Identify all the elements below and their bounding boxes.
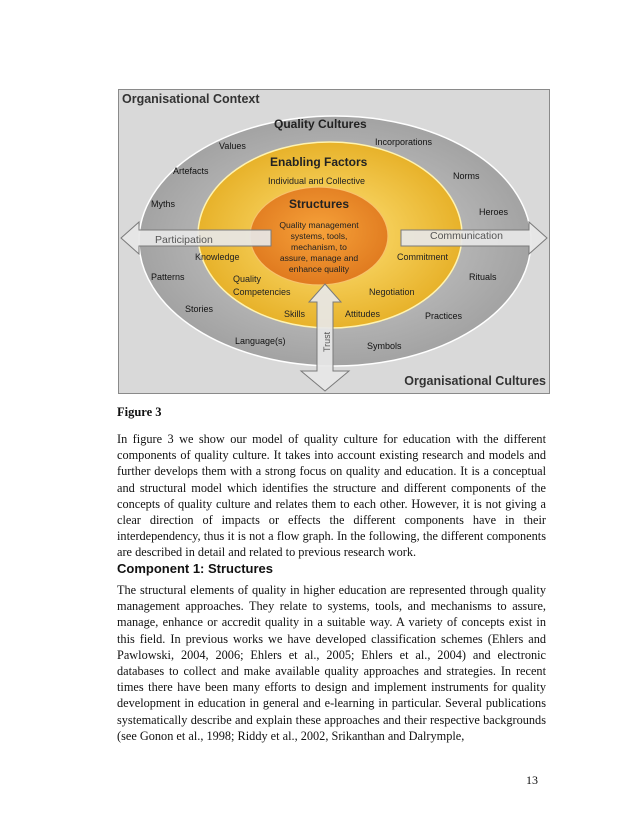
outer-item-rituals: Rituals [469, 272, 497, 282]
outer-item-symbols: Symbols [367, 341, 402, 351]
text-line: management approaches. They relate to systems, tools, and mechanisms to assure, [117, 599, 546, 614]
text-line: systematically describe and explain these approaches and their respective [117, 712, 480, 727]
trust-label: Trust [322, 331, 332, 352]
outer-item-heroes: Heroes [479, 207, 509, 217]
organisational-cultures-title: Organisational Cultures [404, 374, 546, 388]
quality-culture-figure [118, 89, 550, 394]
text-line: and structural model which identifies the structure and different components of the [117, 480, 546, 495]
middle-item-attitudes: Attitudes [345, 309, 381, 319]
outer-item-practices: Practices [425, 311, 463, 321]
organisational-context-title: Organisational Context [122, 92, 260, 106]
text-line: development in education in general and e-learning in particular. Several publications [117, 696, 546, 711]
structures-title: Structures [288, 197, 350, 211]
enabling-factors-subtitle: Individual and Collective [268, 176, 366, 186]
outer-item-myths: Myths [151, 199, 176, 209]
figure-caption: Figure 3 [117, 405, 162, 419]
text-line: interdependency, thus it is not a flow graph. In the following, the different [117, 529, 484, 544]
text-line: further develops them with a strong focus on quality and education. It is a conceptual [117, 464, 546, 479]
text-line: components are described in detail and related to previous research work. [117, 529, 546, 560]
text-line: The structural elements of quality in higher education are represented through quality [117, 583, 546, 597]
core-line-2: systems, tools, [290, 231, 348, 241]
participation-label: Participation [155, 234, 213, 246]
intro-paragraph [117, 431, 546, 561]
outer-item-incorporations: Incorporations [375, 137, 433, 147]
middle-item-commitment: Commitment [397, 252, 449, 262]
enabling-factors-title: Enabling Factors [270, 155, 368, 169]
text-line: concepts of quality culture and relates them to each other. However, it is not giving a [117, 496, 546, 511]
text-line: backgrounds (see Gonon et al., 1998; Riddy et al., 2002, Srikanthan and Dalrymple, [117, 712, 546, 743]
text-line: manage, enhance or accredit quality in a suitable way. A variety of concepts exist in [117, 615, 546, 630]
core-line-1: Quality management [279, 220, 359, 230]
structures-paragraph [117, 582, 546, 744]
communication-label: Communication [430, 230, 503, 242]
text-line: this field. In previous works we have developed classification schemes (Ehlers and [117, 631, 546, 646]
text-line: times there have been many efforts to design and implement instruments for quality [117, 680, 546, 695]
middle-item-knowledge: Knowledge [195, 252, 240, 262]
outer-item-patterns: Patterns [151, 272, 185, 282]
quality-cultures-title: Quality Cultures [274, 117, 367, 131]
outer-item-languages: Language(s) [235, 336, 286, 346]
text-line: clear direction of impacts or effects the different components have in their [117, 513, 546, 528]
text-line: components of quality culture. It takes into account existing research and models and [117, 448, 546, 463]
middle-item-competencies: Competencies [233, 287, 291, 297]
text-line: In figure 3 we show our model of quality culture for education with the different [117, 432, 546, 446]
middle-item-quality: Quality [233, 274, 262, 284]
outer-item-norms: Norms [453, 171, 480, 181]
page-number: 13 [526, 773, 538, 787]
text-line: Pawlowski, 2004, 2006; Ehlers et al., 2005; Ehlers et al., 2004) and electronic [117, 647, 546, 662]
core-line-3: mechanism, to [291, 242, 347, 252]
outer-item-values: Values [219, 141, 246, 151]
text-line: databases to collect and make available quality approaches and strategies. In recent [117, 664, 546, 679]
outer-item-stories: Stories [185, 304, 214, 314]
outer-item-artefacts: Artefacts [173, 166, 209, 176]
middle-item-skills: Skills [284, 309, 306, 319]
core-line-5: enhance quality [288, 264, 350, 274]
core-line-4: assure, manage and [279, 253, 359, 263]
diagram-canvas [119, 90, 549, 393]
section-heading: Component 1: Structures [117, 561, 274, 576]
middle-item-negotiation: Negotiation [369, 287, 415, 297]
